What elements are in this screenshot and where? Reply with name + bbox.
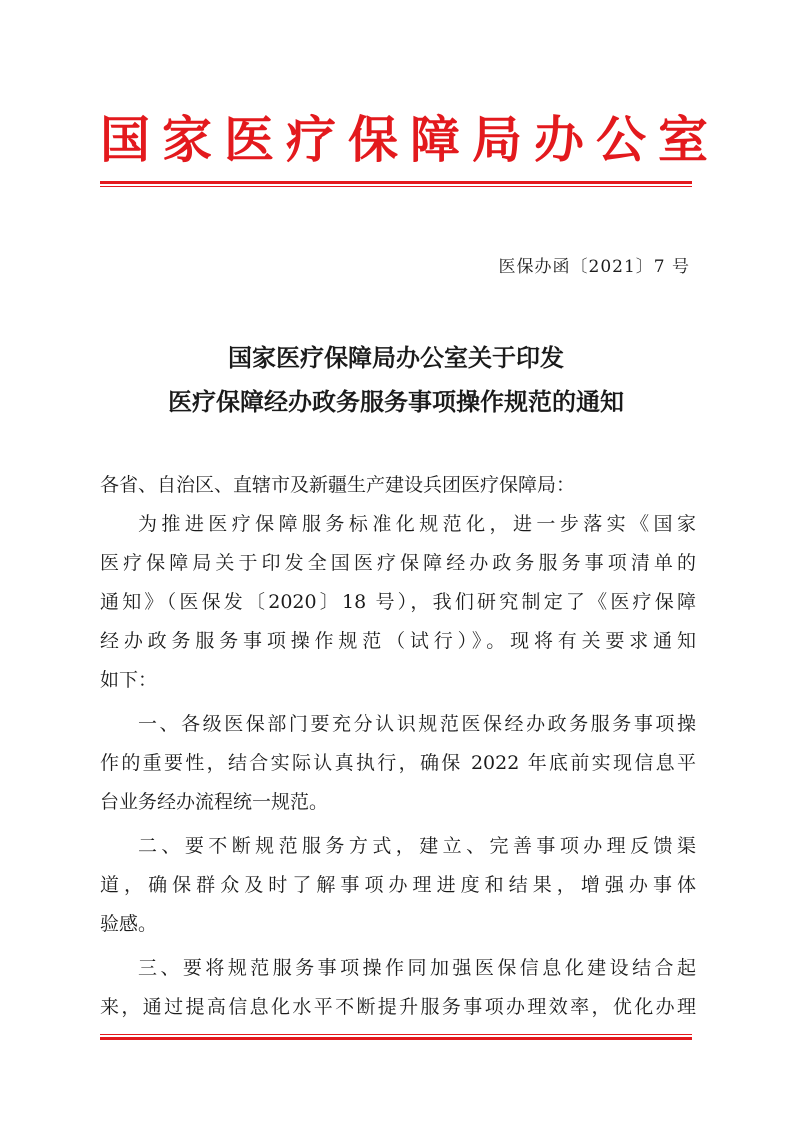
body-line: 验感。 bbox=[100, 913, 158, 935]
body-line: 经办政务服务事项操作规范（试行）》。现将有关要求通知 bbox=[100, 630, 696, 652]
body-line: 二、要不断规范服务方式，建立、完善事项办理反馈渠 bbox=[138, 835, 696, 857]
document-title-line-1: 国家医疗保障局办公室关于印发 bbox=[228, 343, 564, 372]
body-line: 来，通过提高信息化水平不断提升服务事项办理效率，优化办理 bbox=[100, 996, 696, 1018]
footer-rule-thin bbox=[100, 1034, 692, 1035]
body-line: 如下： bbox=[100, 669, 158, 691]
body-line: 道，确保群众及时了解事项办理进度和结果，增强办事体 bbox=[100, 874, 696, 896]
salutation: 各省、自治区、直辖市及新疆生产建设兵团医疗保障局： bbox=[100, 474, 576, 496]
body-line: 医疗保障局关于印发全国医疗保障经办政务服务事项清单的 bbox=[100, 552, 696, 574]
body-line: 为推进医疗保障服务标准化规范化，进一步落实《国家 bbox=[138, 513, 696, 535]
header-rule-thin bbox=[100, 186, 692, 187]
footer-rule-thick bbox=[100, 1037, 692, 1040]
organization-letterhead: 国家医疗保障局办公室 bbox=[100, 110, 720, 169]
document-title-line-2: 医疗保障经办政务服务事项操作规范的通知 bbox=[168, 387, 624, 416]
document-number: 医保办函〔2021〕7 号 bbox=[498, 257, 690, 277]
header-rule-thick bbox=[100, 181, 692, 184]
body-line: 一、各级医保部门要充分认识规范医保经办政务服务事项操 bbox=[138, 713, 696, 735]
body-line: 作的重要性，结合实际认真执行，确保 2022 年底前实现信息平 bbox=[100, 752, 696, 774]
body-line: 三、要将规范服务事项操作同加强医保信息化建设结合起 bbox=[138, 957, 696, 979]
body-line: 通知》（医保发〔2020〕18 号），我们研究制定了《医疗保障 bbox=[100, 591, 696, 613]
body-line: 台业务经办流程统一规范。 bbox=[100, 791, 329, 813]
